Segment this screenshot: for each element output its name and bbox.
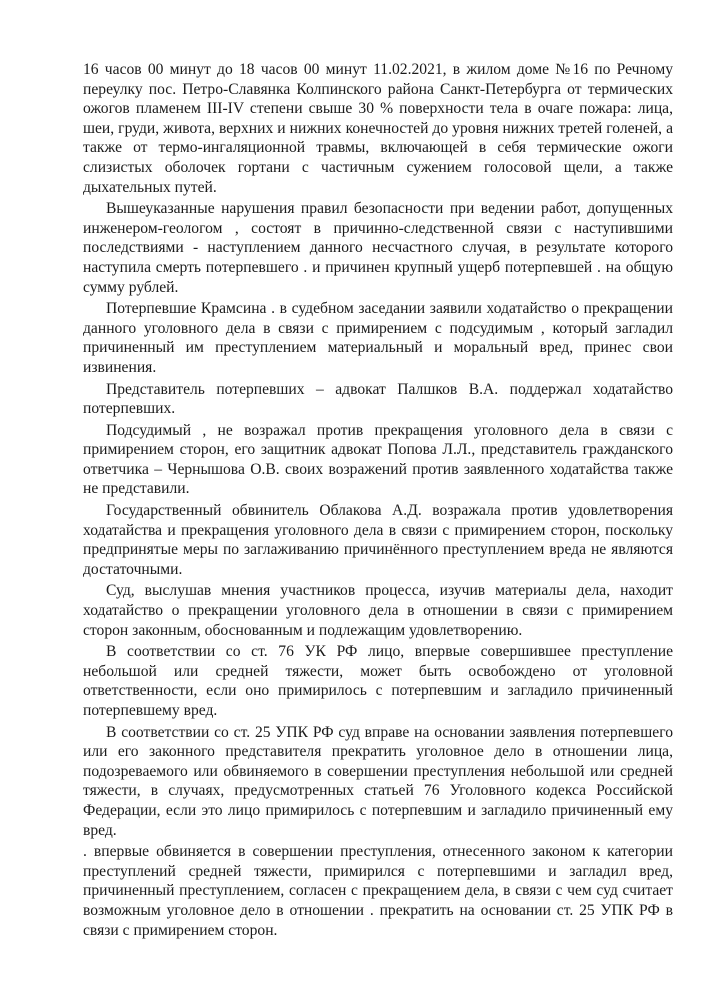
paragraph-2: Вышеуказанные нарушения правил безопасности при ведении работ, допущенных инженером-геологом , состоят в причинно-следственной связи с наступившими последствиями - наступлением данного несчастного случая, в результате которого наступила смерть потерпевшего . и причинен крупный ущерб потерпевшей . на общую сумму рублей. — [83, 200, 673, 296]
paragraph-7: Суд, выслушав мнения участников процесса, изучив материалы дела, находит ходатайство о прекращении уголовного дела в отношении в связи с примирением сторон законным, обоснованным и подлежащим удовлетворению. — [83, 582, 673, 639]
paragraph-8: В соответствии со ст. 76 УК РФ лицо, впервые совершившее преступление небольшой или средней тяжести, может быть освобождено от уголовной ответственности, если оно примирилось с потерпевшим и загладило причиненный потерпевшему вред. — [83, 643, 673, 719]
paragraph-4: Представитель потерпевших – адвокат Палшков В.А. поддержал ходатайство потерпевших. — [83, 380, 673, 418]
paragraph-5: Подсудимый , не возражал против прекращения уголовного дела в связи с примирением сторон, его защитник адвокат Попова Л.Л., представитель гражданского ответчика – Чернышова О.В. своих возражений против заявленного ходатайства также не представили. — [83, 421, 673, 498]
paragraph-10: . впервые обвиняется в совершении преступления, отнесенного законом к категории преступлений средней тяжести, примирился с потерпевшими и загладил вред, причиненный преступлением, согласен с прекращением дела, в связи с чем суд считает возможным уголовное дело в отношении . прекратить на основании ст. 25 УПК РФ в связи с примирением сторон. — [83, 843, 673, 939]
paragraph-6: Государственный обвинитель Облакова А.Д. возражала против удовлетворения ходатайства и прекращения уголовного дела в связи с примирением сторон, поскольку предпринятые меры по заглаживанию причинённого преступлением вреда не являются достаточными. — [83, 502, 673, 578]
paragraph-1: 16 часов 00 минут до 18 часов 00 минут 11.02.2021, в жилом доме №16 по Речному переулку пос. Петро-Славянка Колпинского района Санкт-Петербурга от термических ожогов пламенем III-IV степени свыше 30 % поверхности тела в очаге пожара: лица, шеи, груди, живота, верхних и нижних конечностей до уровня нижних третей голеней, а также от термо-ингаляционной травмы, включающей в себя термические ожоги слизистых оболочек гортани с частичным сужением голосовой щели, а также дыхательных путей. — [83, 61, 673, 196]
paragraph-9: В соответствии со ст. 25 УПК РФ суд вправе на основании заявления потерпевшего или его законного представителя прекратить уголовное дело в отношении лица, подозреваемого или обвиняемого в совершении преступления небольшой или средней тяжести, в случаях, предусмотренных статьей 76 Уголовного кодекса Российской Федерации, если это лицо примирилось с потерпевшим и загладило причиненный ему вред. — [83, 723, 673, 839]
paragraph-3: Потерпевшие Крамсина . в судебном заседании заявили ходатайство о прекращении данного уголовного дела в связи с примирением с подсудимым , который загладил причиненный им преступлением материальный и моральный вред, принес свои извинения. — [83, 300, 673, 376]
